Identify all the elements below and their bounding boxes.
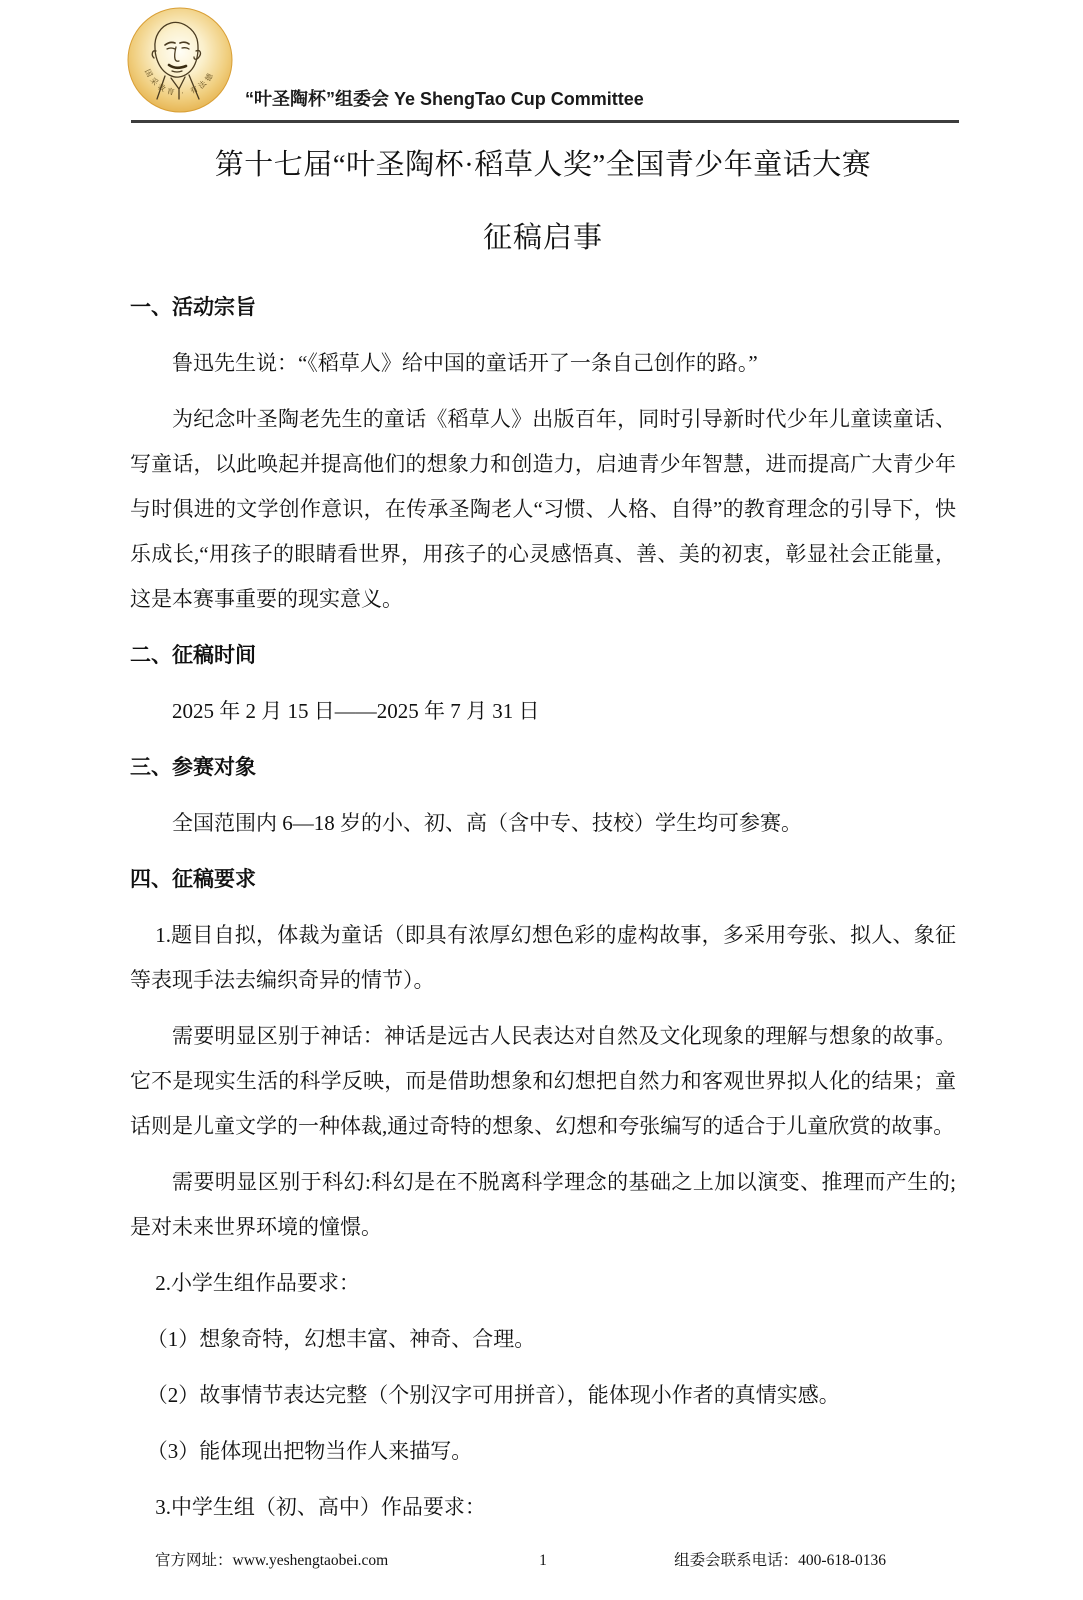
footer-website: 官方网址：www.yeshengtaobei.com <box>155 1552 389 1569</box>
footer-phone: 组委会联系电话：400-618-0136 <box>674 1552 886 1569</box>
doc-subtitle: 征稿启事 <box>482 222 603 254</box>
yeshengtao-portrait-logo-icon <box>127 7 233 113</box>
list-item-primary-2: （2）故事情节表达完整（个别汉字可用拼音），能体现小作者的真情实感。 <box>146 1383 840 1407</box>
list-item-primary-1: （1）想象奇特，幻想丰富、神奇、合理。 <box>146 1327 536 1351</box>
paragraph-eligibility: 全国范围内 6—18 岁的小、初、高（含中专、技校）学生均可参赛。 <box>172 811 802 835</box>
section-heading-schedule: 二、征稿时间 <box>130 643 256 667</box>
doc-title: 第十七届“叶圣陶杯·稻草人奖”全国青少年童话大赛 <box>214 149 872 181</box>
paragraph-purpose-detail: 为纪念叶圣陶老先生的童话《稻草人》出版百年，同时引导新时代少年儿童读童话、写童话，以此唤起并提高他们的想象力和创造力，启迪青少年智慧，进而提高广大青少年与时俱进的文学创作意识，在传承圣陶老人“习惯、人格、自得”的教育理念的引导下，快乐成长,“用孩子的眼睛看世界，用孩子的心灵感悟真、善、美的初衷，彰显社会正能量，这是本赛事重要的现实意义。 <box>130 407 956 611</box>
section-heading-purpose: 一、活动宗旨 <box>130 295 256 319</box>
paragraph-scifi-distinction: 需要明显区别于科幻:科幻是在不脱离科学理念的基础之上加以演变、推理而产生的;是对未来世界环境的憧憬。 <box>130 1170 956 1239</box>
list-item-primary-3: （3）能体现出把物当作人来描写。 <box>146 1439 473 1463</box>
committee-title-cn: “叶圣陶杯”组委会 <box>245 89 389 109</box>
section-heading-eligibility: 三、参赛对象 <box>130 755 256 779</box>
document-content <box>130 123 956 1541</box>
paragraph-myth-distinction: 需要明显区别于神话：神话是远古人民表达对自然及文化现象的理解与想象的故事。它不是现实生活的科学反映，而是借助想象和幻想把自然力和客观世界拟人化的结果；童话则是儿童文学的一种体裁,通过奇特的想象、幻想和夸张编写的适合于儿童欣赏的故事。 <box>130 1024 956 1138</box>
paragraph-requirement-1: 1.题目自拟，体裁为童话（即具有浓厚幻想色彩的虚构故事，多采用夸张、拟人、象征等表现手法去编织奇异的情节）。 <box>130 923 956 992</box>
committee-title <box>245 86 644 112</box>
section-heading-requirements: 四、征稿要求 <box>130 867 256 891</box>
committee-title-en: Ye ShengTao Cup Committee <box>394 89 644 109</box>
paragraph-luxun-quote: 鲁迅先生说：“《稻草人》给中国的童话开了一条自己创作的路。” <box>172 351 758 375</box>
paragraph-requirement-3: 3.中学生组（初、高中）作品要求： <box>155 1495 486 1519</box>
footer-page-number: 1 <box>539 1552 547 1569</box>
paragraph-schedule-dates: 2025 年 2 月 15 日——2025 年 7 月 31 日 <box>172 699 540 723</box>
page-footer <box>130 1548 956 1574</box>
logo-arc-text: 国采教育 · 有法德 <box>142 67 217 98</box>
paragraph-requirement-2: 2.小学生组作品要求： <box>155 1271 360 1295</box>
